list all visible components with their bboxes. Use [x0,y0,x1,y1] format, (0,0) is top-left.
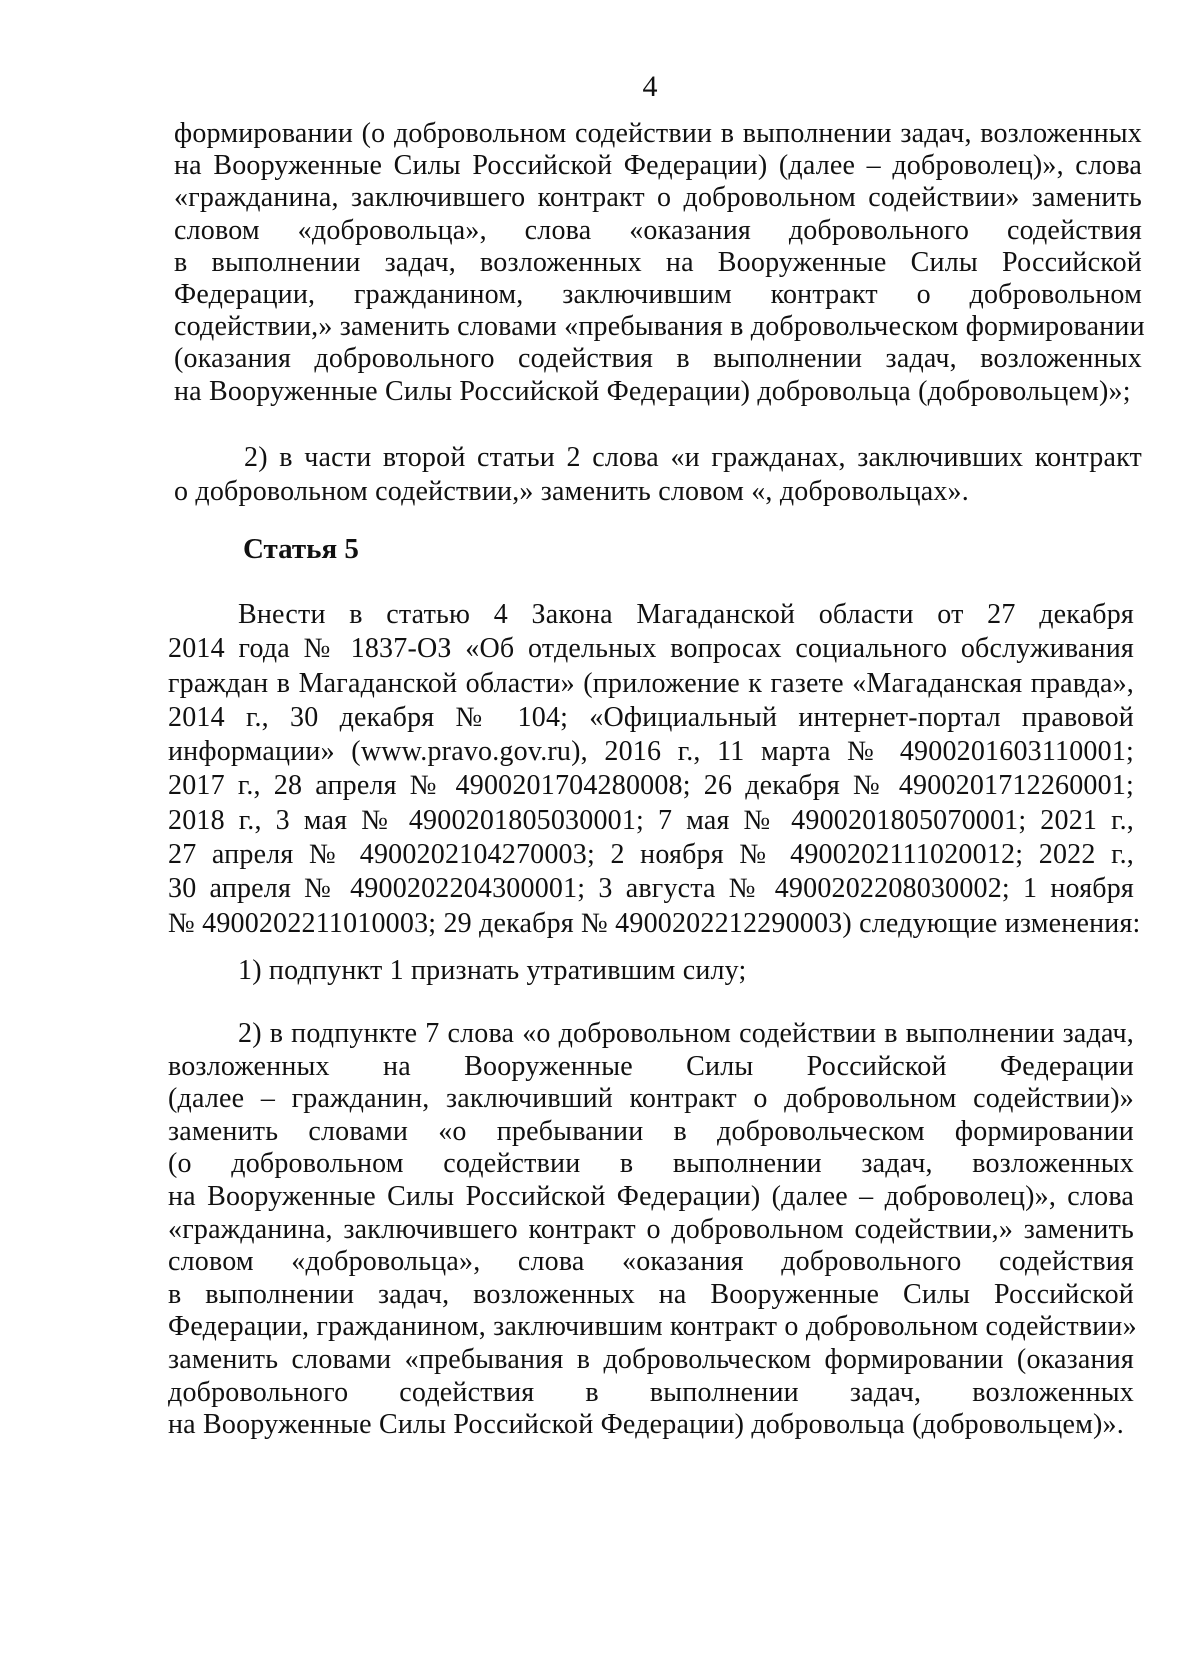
paragraph-line: 1) подпункт 1 признать утратившим силу; [238,955,747,986]
paragraph-line: «гражданина, заключившего контракт о добровольном содействии,» заменить [168,1213,1134,1245]
paragraph-line: 2) в подпункте 7 слова «о добровольном содействии в выполнении задач, [238,1018,1134,1049]
paragraph-line: Внести в статью 4 Закона Магаданской области от 27 декабря [238,599,1134,630]
article-heading: Статья 5 [243,533,359,565]
paragraph-line: (оказания добровольного содействия в выполнении задач, возложенных [174,343,1142,375]
paragraph-line: 2014 г., 30 декабря № 104; «Официальный интернет-портал правовой [168,701,1134,733]
paragraph-line: в выполнении задач, возложенных на Вооруженные Силы Российской [174,246,1142,278]
paragraph-line: № 4900202211010003; 29 декабря № 4900202212290003) следующие изменения: [168,907,1141,939]
paragraph-line: содействии,» заменить словами «пребывания в добровольческом формировании [174,311,1145,343]
paragraph-line: 2) в части второй статьи 2 слова «и гражданах, заключивших контракт [244,442,1142,473]
article-intro-paragraph [168,598,1141,941]
paragraph-line: на Вооруженные Силы Российской Федерации) добровольца (добровольцем)»; [174,375,1131,407]
paragraph-line: (о добровольном содействии в выполнении задач, возложенных [168,1148,1134,1180]
paragraph-line: словом «добровольца», слова «оказания добровольного содействия [168,1246,1134,1278]
paragraph-line: 2018 г., 3 мая № 4900201805030001; 7 мая № 4900201805070001; 2021 г., [168,804,1134,836]
paragraph-line: на Вооруженные Силы Российской Федерации) (далее – доброволец)», слова [168,1180,1134,1212]
paragraph-line: добровольного содействия в выполнении задач, возложенных [168,1376,1134,1408]
paragraph-line: 30 апреля № 4900202204300001; 3 августа № 4900202208030002; 1 ноября [168,873,1134,905]
paragraph-line: заменить словами «пребывания в добровольческом формировании (оказания [168,1343,1134,1375]
paragraph-line: на Вооруженные Силы Российской Федерации) (далее – доброволец)», слова [174,150,1142,182]
paragraph-line: заменить словами «о пребывании в добровольческом формировании [168,1115,1134,1147]
page-number: 4 [642,70,658,103]
paragraph-item-2 [174,441,1142,509]
paragraph-line: на Вооруженные Силы Российской Федерации) добровольца (добровольцем)». [168,1409,1124,1441]
paragraph-item-2-article-5 [168,1018,1137,1442]
paragraph-line: Федерации, гражданином, заключившим контракт о добровольном [174,278,1142,310]
paragraph-line: возложенных на Вооруженные Силы Российской Федерации [168,1050,1134,1082]
paragraph-line: 2017 г., 28 апреля № 4900201704280008; 26 декабря № 4900201712260001; [168,770,1134,802]
paragraph-line: Федерации, гражданином, заключившим контракт о добровольном содействии» [168,1311,1137,1343]
paragraph-line: в выполнении задач, возложенных на Вооруженные Силы Российской [168,1278,1134,1310]
paragraph-line: о добровольном содействии,» заменить словом «, добровольцах». [174,476,969,507]
paragraph-line: граждан в Магаданской области» (приложение к газете «Магаданская правда», [168,667,1134,699]
paragraph-item-1 [238,955,938,987]
paragraph-line: 2014 года № 1837-ОЗ «Об отдельных вопросах социального обслуживания [168,633,1134,665]
paragraph-line: «гражданина, заключившего контракт о добровольном содействии» заменить [174,182,1142,214]
paragraph-line: 27 апреля № 4900202104270003; 2 ноября № 4900202111020012; 2022 г., [168,839,1134,871]
paragraph-line: информации» (www.pravo.gov.ru), 2016 г., 11 марта № 4900201603110001; [168,736,1134,768]
paragraph-line: формировании (о добровольном содействии в выполнении задач, возложенных [174,118,1142,149]
paragraph-line: (далее – гражданин, заключивший контракт о добровольном содействии)» [168,1083,1134,1115]
paragraph-line: словом «добровольца», слова «оказания добровольного содействия [174,214,1142,246]
paragraph-continuation [174,118,1145,408]
